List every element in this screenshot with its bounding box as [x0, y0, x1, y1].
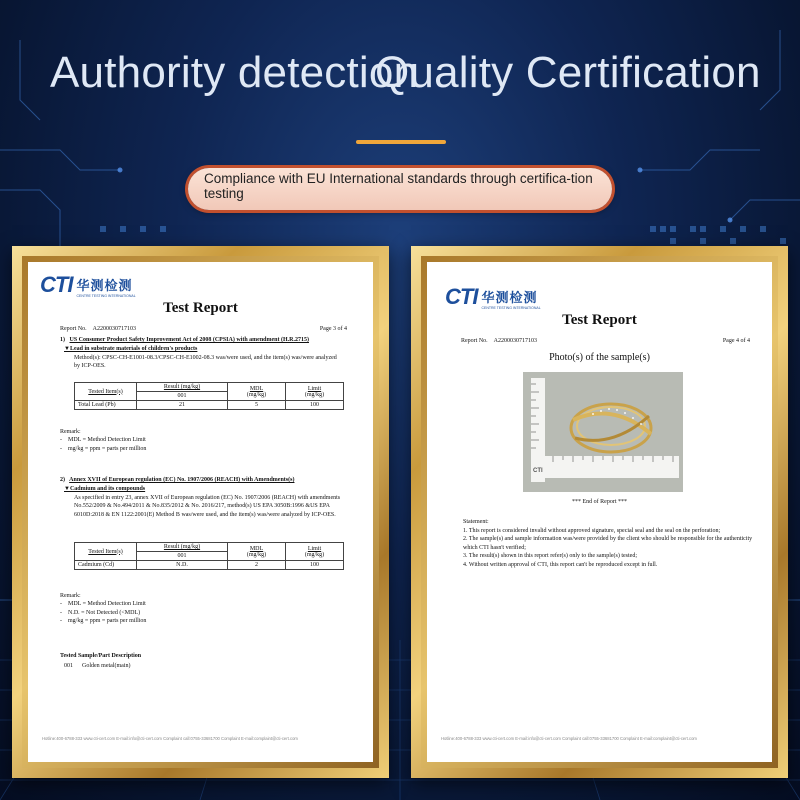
- section-1-subheading: ▼Lead in substrate materials of children's products: [64, 346, 198, 352]
- mdl-unit: (mg/kg): [246, 551, 267, 558]
- page-footer: Hotline:400-6788-333 www.cti-cert.com E-mail:info@cti-cert.com Complaint call:0755-33681700 Complaint E-mail:complaint@cti-cert.com: [441, 736, 697, 741]
- remark-2-text: N.D. = Not Detected (<MDL): [68, 609, 141, 616]
- cell-item: Cadmium (Cd): [75, 561, 137, 570]
- remark-2: [60, 592, 146, 626]
- ruler-label: CTI: [533, 468, 543, 474]
- remark-2-item: - mg/kg = ppm = parts per million: [60, 618, 147, 625]
- remark-1-label: Remark:: [60, 429, 81, 435]
- table-header-result: Result (mg/kg): [137, 543, 228, 552]
- left-certificate-frame: [12, 246, 389, 778]
- section-2-number: 2): [60, 477, 65, 483]
- headline-right: Quality Certification: [375, 48, 761, 97]
- report-number-label: Report No.: [461, 338, 488, 344]
- cell-limit: 100: [286, 561, 344, 570]
- cti-logo: [445, 284, 541, 310]
- cell-result: N.D.: [137, 561, 228, 570]
- cell-item: Total Lead (Pb): [75, 401, 137, 410]
- section-2-title: Annex XVII of European regulation (EC) No. 1907/2006 (REACH) with Amendments(s): [69, 477, 295, 483]
- statement-heading: Statement:: [463, 519, 489, 525]
- logo-chinese: 华测检测: [481, 290, 538, 305]
- report-page-3: [28, 262, 373, 762]
- remark-2-item: - MDL = Method Detection Limit: [60, 601, 146, 608]
- remark-1-item: - mg/kg = ppm = parts per million: [60, 445, 147, 452]
- mdl-unit: (mg/kg): [246, 391, 267, 398]
- remark-1-text: MDL = Method Detection Limit: [68, 437, 146, 444]
- sample-heading: Tested Sample/Part Description: [60, 653, 142, 659]
- section-1-method: Method(s): CPSC-CH-E1001-08.3/CPSC-CH-E1002-08.3 was/were used, and the item(s) was/were analyzed by ICP-OES.: [74, 355, 337, 370]
- report-page-4: [427, 262, 772, 762]
- cadmium-results-table: [74, 542, 344, 570]
- limit-unit: (mg/kg): [304, 391, 325, 398]
- cell-mdl: 2: [228, 561, 286, 570]
- remark-1-item: - MDL = Method Detection Limit: [60, 437, 146, 444]
- remark-2-item: - N.D. = Not Detected (<MDL): [60, 609, 141, 616]
- remark-2-text: MDL = Method Detection Limit: [68, 601, 146, 608]
- mdl-label: MDL: [249, 545, 264, 552]
- logo-subtitle: CENTRE TESTING INTERNATIONAL: [76, 294, 136, 298]
- statement-item: 1. This report is considered invalid without approved signature, special seal and the seal on the perforation;: [463, 528, 721, 534]
- page-footer: Hotline:400-6788-333 www.cti-cert.com E-mail:info@cti-cert.com Complaint call:0755-33681700 Complaint E-mail:complaint@cti-cert.com: [42, 736, 298, 741]
- section-1-number: 1): [60, 337, 65, 343]
- frame-inner: [22, 256, 379, 768]
- limit-label: Limit: [307, 385, 322, 392]
- limit-unit: (mg/kg): [304, 551, 325, 558]
- frame-inner: [421, 256, 778, 768]
- cell-mdl: 5: [228, 401, 286, 410]
- limit-label: Limit: [307, 545, 322, 552]
- table-header-result: Result (mg/kg): [137, 383, 228, 392]
- section-2-subheading: ▼Cadmium and its compounds: [64, 486, 146, 492]
- report-number-label: Report No.: [60, 326, 87, 332]
- lead-results-table: [74, 382, 344, 410]
- remark-2-text: mg/kg = ppm = parts per million: [68, 618, 147, 625]
- statement-item: 3. The result(s) shown in this report refer(s) only to the sample(s) tested;: [463, 553, 638, 560]
- logo-text: [481, 287, 540, 310]
- remark-1: [60, 428, 146, 453]
- compliance-pill: Compliance with EU International standards through certifica-tion testing: [188, 168, 612, 210]
- table-header-mdl: [228, 543, 286, 561]
- sample-row: [64, 662, 130, 670]
- report-title: Test Report: [163, 300, 238, 316]
- table-header-sample-id: 001: [137, 552, 228, 561]
- statement-item: 4. Without written approval of CTI, this report can't be reproduced except in full.: [463, 561, 658, 568]
- table-row: [75, 561, 344, 570]
- headline-left: Authority detection: [50, 48, 419, 97]
- report-number-value: A2200030717103: [92, 326, 137, 332]
- table-header-row: [75, 383, 344, 392]
- logo-subtitle: CENTRE TESTING INTERNATIONAL: [481, 306, 541, 310]
- accent-bar: [356, 140, 446, 144]
- logo-mark: CTI: [445, 284, 478, 309]
- table-header-sample-id: 001: [137, 392, 228, 401]
- page-number: Page 4 of 4: [722, 338, 750, 344]
- sample-photo: [523, 372, 683, 492]
- table-row: [75, 401, 344, 410]
- right-certificate-frame: [411, 246, 788, 778]
- mdl-label: MDL: [249, 385, 264, 392]
- sample-description: Golden metal(main): [82, 663, 131, 669]
- statement-item: 2. The sample(s) and sample information was/were provided by the client who should be responsible for the authenticity which CTI hasn't verified;: [463, 536, 753, 551]
- sample-id: 001: [64, 663, 73, 669]
- report-title: Test Report: [562, 312, 637, 328]
- section-1-heading: [60, 336, 360, 344]
- report-number: [461, 338, 537, 344]
- table-header-item: Tested Item(s): [75, 543, 137, 561]
- cell-result: 21: [137, 401, 228, 410]
- ruler-and-ring-image: [523, 372, 683, 492]
- report-number: [60, 326, 136, 332]
- cti-logo: [40, 272, 136, 298]
- page-number: Page 3 of 4: [319, 326, 347, 332]
- end-of-report: *** End of Report ***: [572, 499, 627, 505]
- remark-2-label: Remark:: [60, 593, 81, 599]
- report-number-value: A2200030717103: [493, 338, 538, 344]
- section-2-heading: [60, 476, 360, 484]
- photo-heading: Photo(s) of the sample(s): [549, 352, 650, 363]
- table-header-limit: [286, 543, 344, 561]
- section-2-method: As specified in entry 23, annex XVII of European regulation (EC) No. 1907/2006 (REACH) with amendments No.552/2009 & No.494/2011 & No.835/2012 & No. 2016/217, method(s) US EPA 3050B:1996 &US EPA 6010D:2018 & EN 1122:2001(E) Method B was/were used, and the item(s) was/were analyzed by ICP-OES.: [74, 495, 341, 518]
- logo-chinese: 华测检测: [76, 278, 133, 293]
- report-meta: [60, 326, 347, 332]
- remark-1-text: mg/kg = ppm = parts per million: [68, 445, 147, 452]
- logo-text: [76, 275, 135, 298]
- table-header-mdl: [228, 383, 286, 401]
- section-1-title: US Consumer Product Safety Improvement Act of 2008 (CPSIA) with amendment (H.R.2715): [69, 337, 309, 343]
- table-header-item: Tested Item(s): [75, 383, 137, 401]
- cell-limit: 100: [286, 401, 344, 410]
- report-meta: [461, 338, 750, 344]
- table-header-limit: [286, 383, 344, 401]
- table-header-row: [75, 543, 344, 552]
- statement-list: [463, 527, 753, 569]
- logo-mark: CTI: [40, 272, 73, 297]
